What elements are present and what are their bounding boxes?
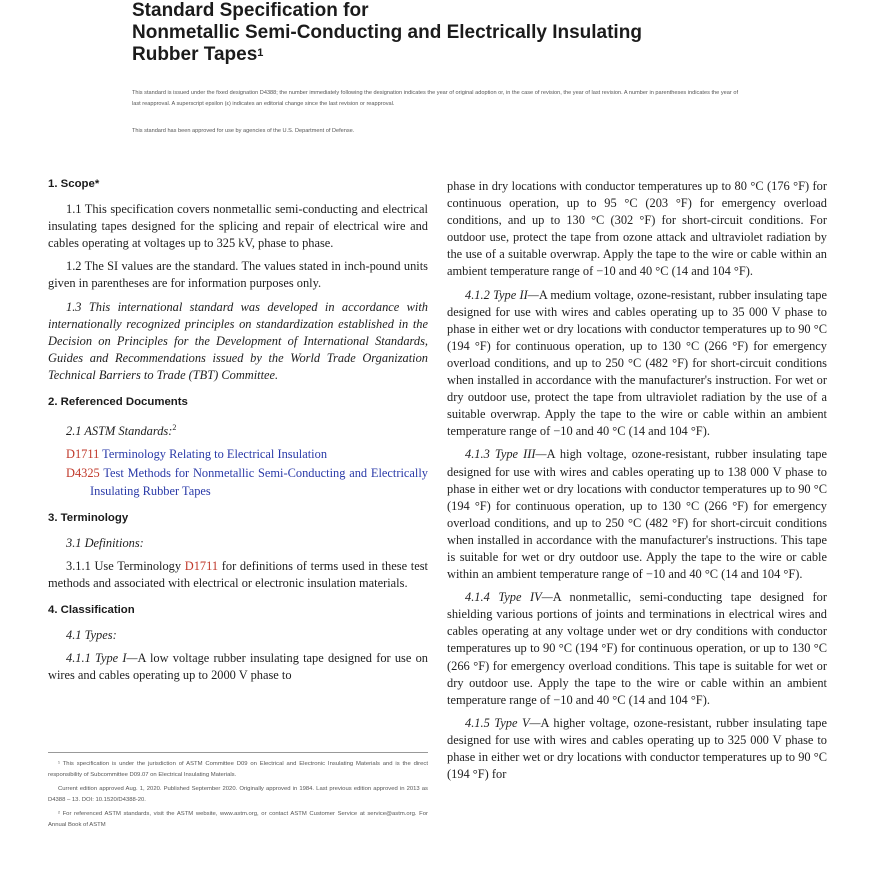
type-2-text: A medium voltage, ozone-resistant, rubber insulating tape designed for use with wires and cables operating up to 35 000 V phase to phase in either wet or dry locations with conductor temperatures up to 90 °C (194 °F) for continuous operation, up to 130 °C (266 °F) for emergency overload conditions, and up to 250 °C (482 °F) for short-circuit conditions when installed in accordance with the manufacturer's instruction. For wet or dry outdoor use, protect the tape from ultraviolet radiation by the use of a suitable overwrap. Apply the tape to the wire or cable within an ambient temperature range of −10 and 40 °C (14 and 104 °F). <box>447 287 827 439</box>
type-1-continued: phase in dry locations with conductor temperatures up to 80 °C (176 °F) for continuous operation, up to 95 °C (203 °F) for emergency overload conditions, and up to 130 °C (302 °F) for short-circuit conditions. For outdoor use, protect the tape from ozone attack and ultraviolet radiation by the use of a suitable overwrap. Apply the tape to the wire or cable within an ambient temperature range of −10 and 40 °C (14 and 104 °F). <box>447 179 827 279</box>
footnote-2: ² For referenced ASTM standards, visit the ASTM website, www.astm.org, or contact ASTM Customer Service at service@astm.org. For Annual Book of ASTM <box>48 811 428 828</box>
title-line-3-text: Rubber Tapes <box>132 44 258 65</box>
section-3-heading: 3. Terminology <box>48 511 129 524</box>
para-4-1-3 <box>447 446 827 583</box>
para-3-1: 3.1 Definitions: <box>66 535 144 550</box>
para-4-1-2 <box>447 287 827 441</box>
type-5-text: A higher voltage, ozone-resistant, rubber insulating tape designed for use with wires and cables operating up to 325 000 V phase to phase in either wet or dry locations with conductor temperatures up to 90 °C (194 °F) for <box>447 715 827 782</box>
type-2-label: 4.1.2 Type II— <box>465 287 539 302</box>
section-1-heading: 1. Scope* <box>48 178 100 190</box>
para-1-3: 1.3 This international standard was developed in accordance with internationally recognized principles on standardization established in the Decision on Principles for the Development of International Standards, Guides and Recommendations issued by the World Trade Organization Technical Barriers to Trade (TBT) Committee. <box>48 299 428 382</box>
type-1-text: A low voltage rubber insulating tape designed for use on wires and cables operating up to 2000 V phase to <box>48 651 428 683</box>
left-column <box>48 176 428 690</box>
para-1-1: 1.1 This specification covers nonmetallic semi-conducting and electrical insulating tapes designed for the splicing and repair of electrical wire and cables operating at voltages up to 325 kV, phase to phase. <box>48 202 428 251</box>
title-line-2: Nonmetallic Semi-Conducting and Electrically Insulating <box>132 22 642 43</box>
type-1-label: 4.1.1 Type I— <box>66 651 138 666</box>
terminology-d1711-link[interactable]: D1711 <box>184 558 219 573</box>
document-title <box>132 0 732 66</box>
reference-d4325[interactable] <box>66 465 428 499</box>
para-1-2: 1.2 The SI values are the standard. The values stated in inch-pound units given in parentheses are for information purposes only. <box>48 259 428 291</box>
issuance-note: This standard is issued under the fixed designation D4388; the number immediately following the designation indicates the year of original adoption or, in the case of revision, the year of last revision. A number in parentheses indicates the year of last reapproval. A superscript epsilon (ε) indicates an editorial change since the last revision or reapproval. <box>132 90 738 107</box>
footnote-1: ¹ This specification is under the jurisdiction of ASTM Committee D09 on Electrical and Electronic Insulating Materials and is the direct responsibility of Subcommittee D09.07 on Electrical Insulating Materials. <box>48 761 428 778</box>
astm-standards-label: 2.1 ASTM Standards: <box>66 424 173 439</box>
type-4-label: 4.1.4 Type IV— <box>465 590 553 605</box>
intro-notes <box>132 88 738 153</box>
para-4-1: 4.1 Types: <box>66 628 117 643</box>
type-3-label: 4.1.3 Type III— <box>465 447 547 462</box>
para-4-1-1 <box>48 650 428 684</box>
type-4-text: A nonmetallic, semi-conducting tape designed for shielding various portions of joints and terminations in electrical wires and cables operating at any voltage under wet or dry conditions with conductor temperatures up to 90 °C (194 °F) for continuous operation, or up to 130 °C (266 °F) for emergency overload conditions. This tape is suitable for wet or dry outdoor use. Apply the tape to the wire or cable within an ambient temperature range of −10 and 40 °C (14 and 104 °F). <box>447 590 827 707</box>
para-3-1-1-rest: for definitions of terms used in these test methods and associated with electrical or electronic insulation materials. <box>48 558 428 590</box>
section-4-heading: 4. Classification <box>48 604 135 616</box>
para-4-1-4 <box>447 589 827 709</box>
title-line-3 <box>132 44 732 66</box>
para-2-1 <box>48 419 428 440</box>
reference-d4325-title[interactable]: Test Methods for Nonmetallic Semi-Conducting and Electrically Insulating Rubber Tapes <box>90 466 429 498</box>
footnote-2-marker[interactable]: 2 <box>172 423 177 433</box>
para-3-1-1-lead: 3.1.1 Use Terminology <box>66 558 182 573</box>
type-5-label: 4.1.5 Type V— <box>465 715 541 730</box>
right-column <box>447 178 827 789</box>
reference-d1711-title[interactable]: Terminology Relating to Electrical Insulation <box>102 447 328 462</box>
section-2-heading: 2. Referenced Documents <box>48 396 188 409</box>
reference-d1711[interactable] <box>66 446 428 463</box>
approval-note: This standard has been approved for use by agencies of the U.S. Department of Defense. <box>132 128 355 134</box>
title-footnote-marker[interactable]: 1 <box>257 47 264 59</box>
footnotes <box>48 752 428 834</box>
para-4-1-5 <box>447 715 827 783</box>
footnote-1-edition: Current edition approved Aug. 1, 2020. Published September 2020. Originally approved in 1984. Last previous edition approved in 2013 as D4388 – 13. DOI: 10.1520/D4388-20. <box>48 786 428 803</box>
reference-d4325-code[interactable]: D4325 <box>66 466 100 481</box>
para-3-1-1 <box>48 558 428 592</box>
type-3-text: A high voltage, ozone-resistant, rubber insulating tape designed for use with wires and cables operating up to 138 000 V phase to phase in either wet or dry locations with conductor temperatures up to 90 °C (194 °F) for continuous operation, up to 130 °C (266 °F) for emergency overload conditions, and up to 250 °C (482 °F) for short-circuit conditions when installed in accordance with the manufacturer's instructions. This tape is suitable for wet or dry outdoor use. Apply the tape to the wire or cable within an ambient temperature range of −10 and 40 °C (14 and 104 °F). <box>447 447 827 582</box>
title-line-1: Standard Specification for <box>132 0 369 21</box>
reference-d1711-code[interactable]: D1711 <box>66 447 100 462</box>
